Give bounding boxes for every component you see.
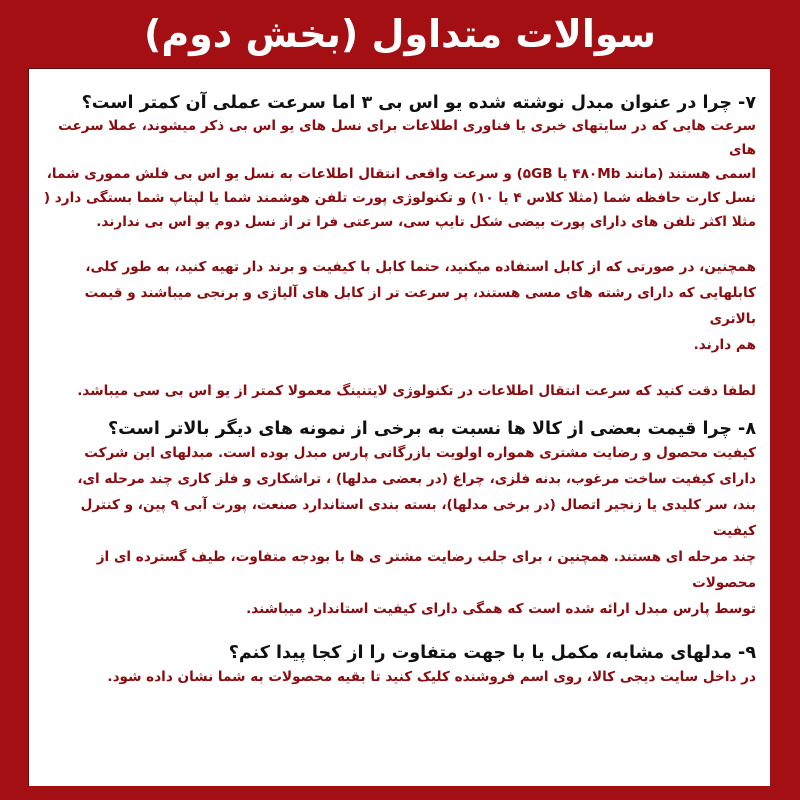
- faq-item-8: [42, 418, 756, 622]
- faq-answer-paragraph: [42, 114, 756, 234]
- faq-answer-paragraph: [42, 664, 756, 690]
- faq-answer-paragraph: [42, 254, 756, 358]
- faq-question: ۷- چرا در عنوان مبدل نوشته شده یو اس بی ۳ اما سرعت عملی آن کمتر است؟: [81, 93, 756, 113]
- answer-line: نسل کارت حافظه شما (مثلا کلاس ۴ یا ۱۰) و تکنولوژی پورت تلفن هوشمند شما یا لپتاپ شما بستگی دارد (: [43, 190, 756, 206]
- answer-line: همچنین، در صورتی که از کابل استفاده میکنید، حتما کابل با کیفیت و برند دار تهیه کنید، به طور کلی،: [85, 259, 756, 275]
- answer-line: کابلهایی که دارای رشته های مسی هستند، پر سرعت تر از کابل های آلیاژی و برنجی میباشند و قیمت بالاتری: [84, 285, 756, 327]
- answer-line: کیفیت محصول و رضایت مشتری همواره اولویت بازرگانی پارس مبدل بوده است. مبدلهای این شرکت: [84, 445, 756, 461]
- faq-item-9: [42, 642, 756, 690]
- spacer: [42, 622, 756, 642]
- spacer: [42, 358, 756, 378]
- spacer: [42, 404, 756, 418]
- answer-line: توسط پارس مبدل ارائه شده است که همگی دارای کیفیت استاندارد میباشند.: [246, 601, 756, 617]
- faq-answer-paragraph: [42, 440, 756, 622]
- answer-line: مثلا اکثر تلفن های دارای پورت بیضی شکل تایپ سی، سرعتی فرا تر از نسل دوم یو اس بی ندارند.: [96, 214, 756, 230]
- answer-line: بند، سر کلیدی یا زنجیر اتصال (در برخی مدلها)، بسته بندی استاندارد صنعت، پورت آبی ۹ پین، و کنترل کیفیت: [80, 497, 756, 539]
- faq-panel: [28, 68, 770, 786]
- faq-answer-paragraph: [42, 378, 756, 404]
- faq-question: ۸- چرا قیمت بعضی از کالا ها نسبت به برخی از نمونه های دیگر بالاتر است؟: [107, 419, 756, 439]
- answer-line: هم دارند.: [693, 337, 756, 353]
- faq-item-7: [42, 92, 756, 404]
- answer-line: چند مرحله ای هستند. همچنین ، برای جلب رضایت مشتر ی ها با بودجه متفاوت، طیف گسترده ای از محصولات: [96, 549, 756, 591]
- answer-line: دارای کیفیت ساخت مرغوب، بدنه فلزی، چراغ (در بعضی مدلها) ، تراشکاری و فلز کاری چند مرحله ای،: [77, 471, 756, 487]
- answer-line: اسمی هستند (مانند ۴۸۰Mb یا ۵GB) و سرعت واقعی انتقال اطلاعات به نسل یو اس بی فلش مموری شما،: [46, 166, 756, 182]
- answer-line: در داخل سایت دیجی کالا، روی اسم فروشنده کلیک کنید تا بقیه محصولات به شما نشان داده شود.: [107, 669, 756, 685]
- answer-line: لطفا دقت کنید که سرعت انتقال اطلاعات در تکنولوژی لایتنینگ معمولا کمتر از یو اس بی سی میباشد.: [77, 383, 756, 399]
- spacer: [42, 234, 756, 254]
- page-title: سوالات متداول (بخش دوم): [143, 12, 657, 56]
- faq-question: ۹- مدلهای مشابه، مکمل یا با جهت متفاوت را از کجا پیدا کنم؟: [228, 643, 756, 663]
- answer-line: سرعت هایی که در سایتهای خبری یا فناوری اطلاعات برای نسل های یو اس بی ذکر میشوند، عملا سرعت های: [58, 118, 756, 158]
